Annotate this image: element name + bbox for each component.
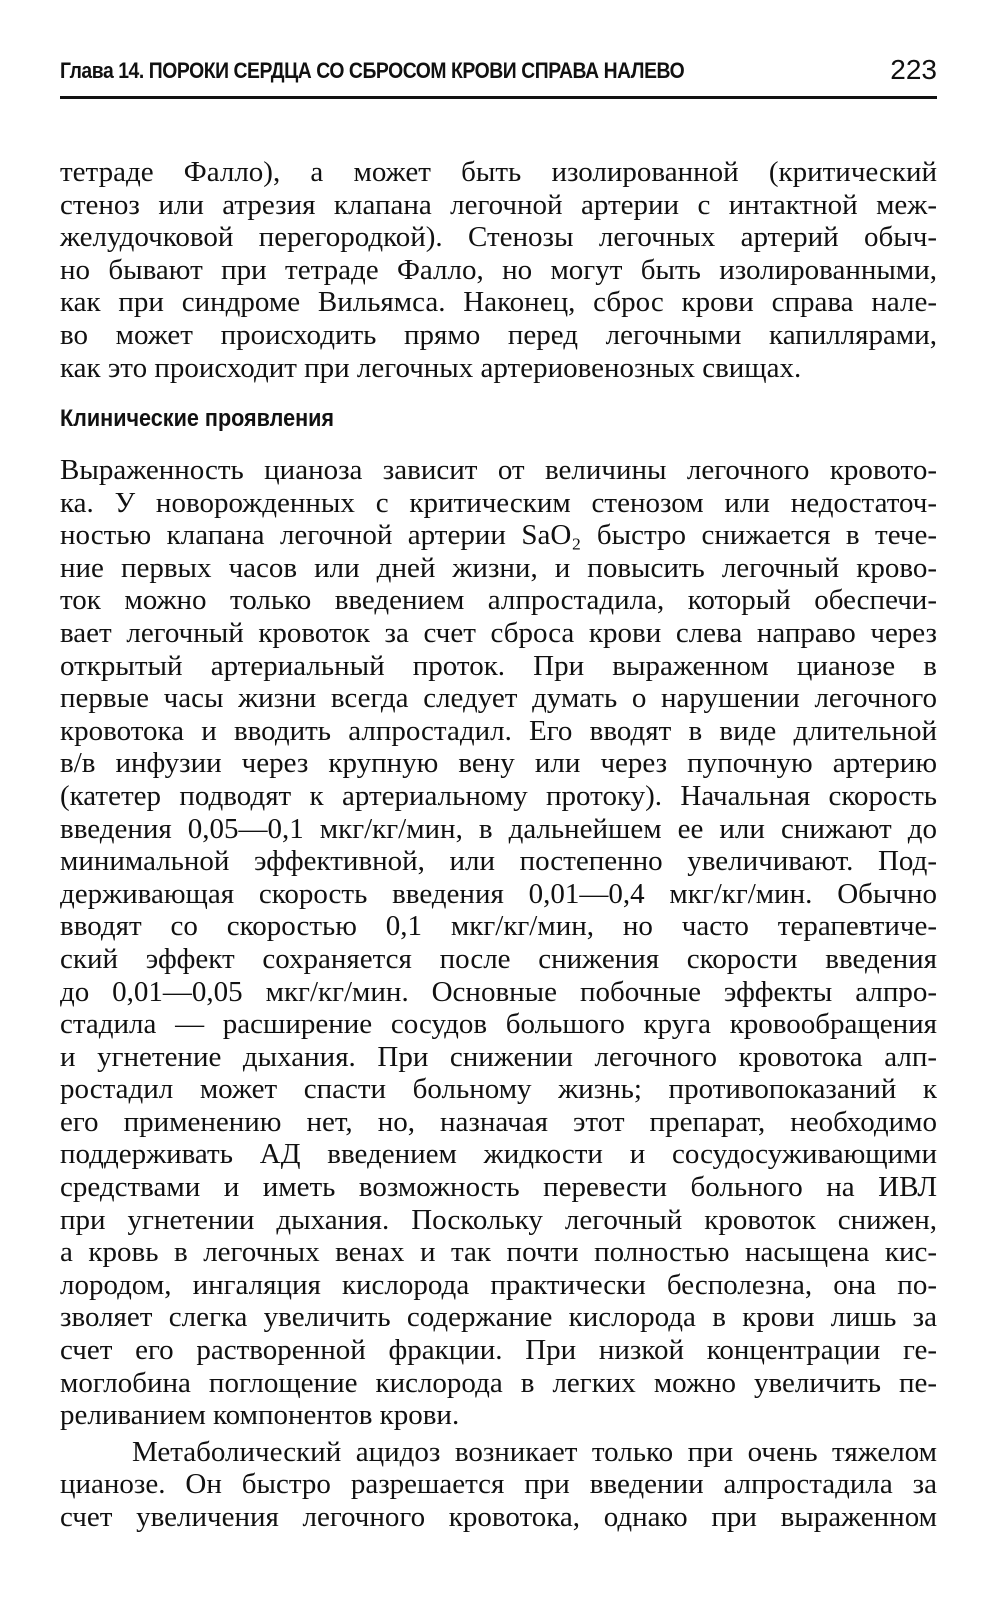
text-line: поддерживать АД введением жидкости и сосудосуживающими xyxy=(60,1138,937,1171)
text-line: но бывают при тетраде Фалло, но могут быть изолированными, xyxy=(60,253,937,286)
text-line: ский эффект сохраняется после снижения скорости введения xyxy=(60,942,937,975)
text-line: при угнетении дыхания. Поскольку легочный кровоток снижен, xyxy=(60,1203,937,1236)
text-line: вает легочный кровоток за счет сброса крови слева направо через xyxy=(60,616,937,649)
text-line: во может происходить прямо перед легочными капиллярами, xyxy=(60,318,937,351)
paragraph-continued xyxy=(60,156,937,384)
page-number: 223 xyxy=(890,54,937,85)
text-line: первые часы жизни всегда следует думать о нарушении легочного xyxy=(60,682,937,715)
running-head xyxy=(60,52,937,99)
text-line: тетраде Фалло), а может быть изолированной (критический xyxy=(60,156,937,188)
text-line: ностью клапана легочной артерии SaO₂ быстро снижается в тече- xyxy=(60,519,937,552)
text-line: счет его растворенной фракции. При низкой концентрации ге- xyxy=(60,1334,937,1367)
paragraph-acidosis xyxy=(60,1436,937,1534)
text-line: цианозе. Он быстро разрешается при введении алпростадила за xyxy=(60,1468,937,1501)
text-line: как это происходит при легочных артериовенозных свищах. xyxy=(60,351,802,384)
text-line: средствами и иметь возможность перевести больного на ИВЛ xyxy=(60,1171,937,1204)
text-line: счет увеличения легочного кровотока, однако при выраженном xyxy=(60,1501,937,1533)
text-line: зволяет слегка увеличить содержание кислорода в крови лишь за xyxy=(60,1301,937,1334)
text-line: минимальной эффективной, или постепенно увеличивают. Под- xyxy=(60,845,937,878)
text-line: (катетер подводят к артериальному протоку). Начальная скорость xyxy=(60,779,937,812)
text-line: лородом, ингаляция кислорода практически бесполезна, она по- xyxy=(60,1268,937,1301)
text-line: кровотока и вводить алпростадил. Его вводят в виде длительной xyxy=(60,714,937,747)
text-line: моглобина поглощение кислорода в легких можно увеличить пе- xyxy=(60,1366,937,1399)
text-line: ростадил может спасти больному жизнь; противопоказаний к xyxy=(60,1073,937,1106)
text-line: держивающая скорость введения 0,01—0,4 мкг/кг/мин. Обычно xyxy=(60,877,937,910)
text-line: Метаболический ацидоз возникает только при очень тяжелом xyxy=(132,1435,937,1468)
text-line: желудочковой перегородкой). Стенозы легочных артерий обыч- xyxy=(60,221,937,254)
text-line: ка. У новорожденных с критическим стенозом или недостаточ- xyxy=(60,486,937,519)
text-line: вводят со скоростью 0,1 мкг/кг/мин, но часто терапевтиче- xyxy=(60,910,937,943)
text-line: до 0,01—0,05 мкг/кг/мин. Основные побочные эффекты алпро- xyxy=(60,975,937,1008)
text-line: открытый артериальный проток. При выраженном цианозе в xyxy=(60,649,937,682)
text-line: ток можно только введением алпростадила, который обеспечи- xyxy=(60,584,937,617)
text-line: ние первых часов или дней жизни, и повысить легочный крово- xyxy=(60,551,937,584)
chapter-title: Глава 14. ПОРОКИ СЕРДЦА СО СБРОСОМ КРОВИ СПРАВА НАЛЕВО xyxy=(60,58,685,83)
text-line: в/в инфузии через крупную вену или через пупочную артерию xyxy=(60,747,937,780)
text-line: его применению нет, но, назначая этот препарат, необходимо xyxy=(60,1105,937,1138)
text-line: и угнетение дыхания. При снижении легочного кровотока алп- xyxy=(60,1040,937,1073)
clinical-section-body xyxy=(60,454,937,1534)
text-line: стеноз или атрезия клапана легочной артерии с интактной меж- xyxy=(60,188,937,221)
text-line: реливанием компонентов крови. xyxy=(60,1399,460,1432)
text-line: а кровь в легочных венах и так почти полностью насыщена кис- xyxy=(60,1236,937,1269)
text-line: стадила — расширение сосудов большого круга кровообращения xyxy=(60,1008,937,1041)
section-heading: Клинические проявления xyxy=(60,405,335,432)
text-line: введения 0,05—0,1 мкг/кг/мин, в дальнейшем ее или снижают до xyxy=(60,812,937,845)
text-line: как при синдроме Вильямса. Наконец, сброс крови справа нале- xyxy=(60,286,937,319)
paragraph-cyanosis xyxy=(60,454,937,1432)
text-line: Выраженность цианоза зависит от величины легочного кровото- xyxy=(60,454,937,486)
